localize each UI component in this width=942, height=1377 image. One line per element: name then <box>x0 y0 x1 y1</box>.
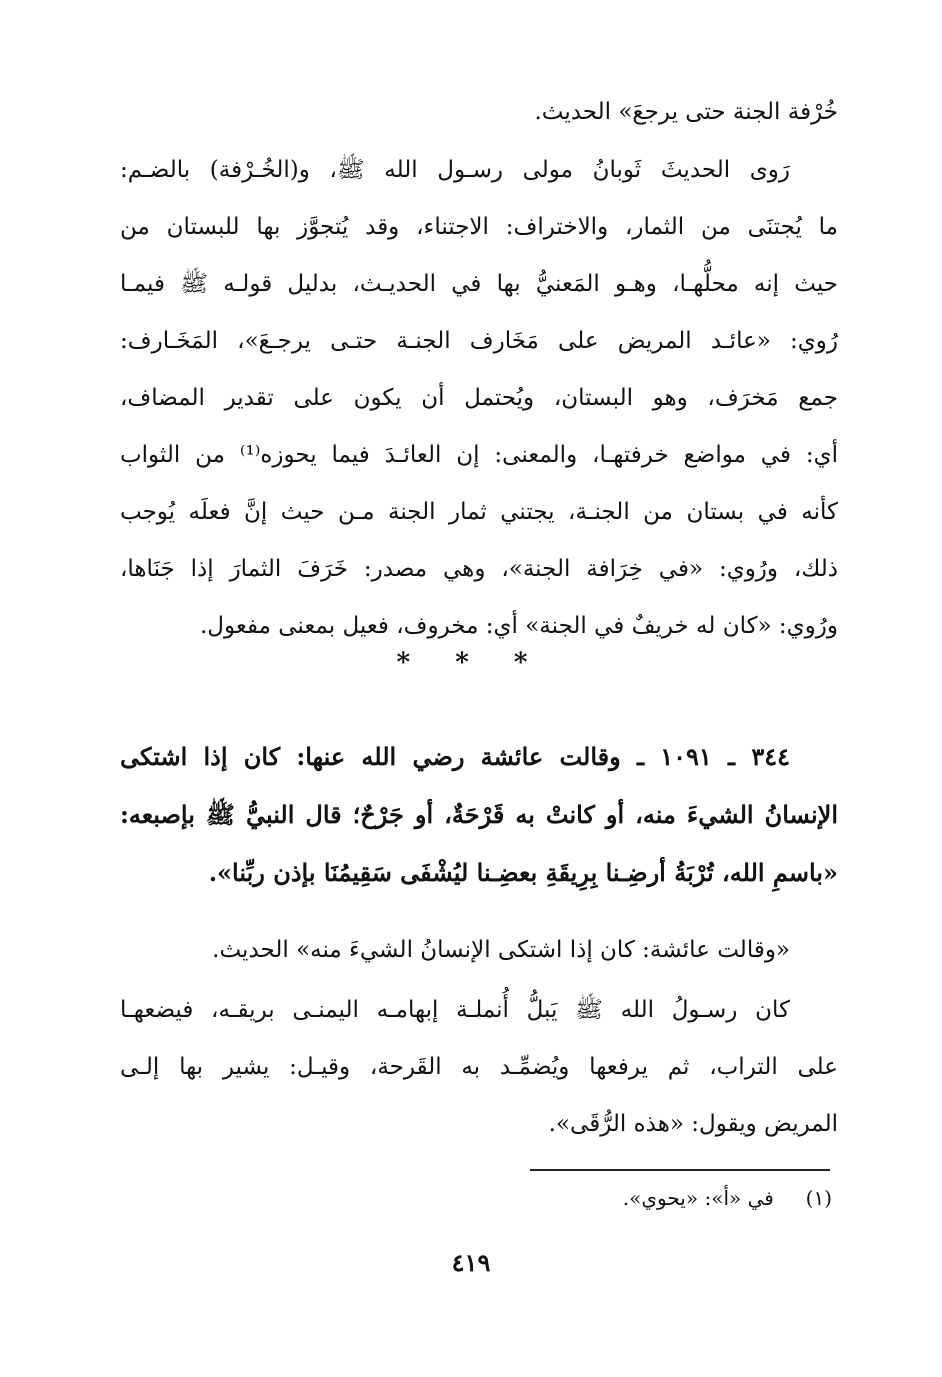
text-line: خُرْفة الجنة حتى يرجعَ» الحديث. <box>534 99 838 125</box>
continuation-line <box>120 84 838 141</box>
text-line: على التراب، ثم يرفعها ويُضمِّـد به القَرحة، وقيـل: يشير بها إلـى <box>120 1054 838 1080</box>
text-line: كأنه في بستان من الجنـة، يجتني ثمار الجنة مـن حيث إنَّ فعلَه يُوجب <box>120 499 838 525</box>
text-line: رَوى الحديثَ ثَوبانُ مولى رسـول الله ﷺ، و(الخُـرْفة) بالضـم: <box>120 157 790 183</box>
text-line: حيث إنه محلُّهـا، وهـو المَعنيُّ بها في الحديـث، بدليل قولـه ﷺ فيمـا <box>120 271 838 297</box>
text-line: المريض ويقول: «هذه الرُّقَى». <box>548 1111 838 1137</box>
page-number: ٤١٩ <box>451 1248 491 1277</box>
footnote <box>623 1186 832 1210</box>
text-line: جمع مَخرَف، وهو البستان، ويُحتمل أن يكون على تقدير المضاف، <box>120 385 838 411</box>
text-line: ما يُجتنَى من الثمار، والاختراف: الاجتناء، وقد يُتجوَّز بها للبستان من <box>120 214 838 240</box>
text-line: «وقالت عائشة: كان إذا اشتكى الإنسانُ الشيءَ منه» الحديث. <box>212 937 790 963</box>
footnote-number: (١) <box>805 1186 832 1210</box>
text-line: كان رسـولُ الله ﷺ يَبلُّ أُنملـة إبهامـه اليمنـى بريقـه، فيضعهـا <box>120 997 790 1023</box>
section-separator: * * * <box>396 648 546 678</box>
hadith-line: الإنسانُ الشيءَ منه، أو كانتْ به قَرْحَةٌ، أو جَرْحٌ؛ قال النبيُّ ﷺ بإصبعه: <box>120 800 838 829</box>
footnote-divider <box>530 1169 830 1171</box>
commentary-paragraph <box>120 142 838 655</box>
text-line: أي: في مواضع خرفتهـا، والمعنى: إن العائـدَ فيما يحوزه⁽¹⁾ من الثواب <box>120 442 838 468</box>
explanation-paragraph <box>120 982 838 1153</box>
text-line: ذلك، ورُوي: «في خِرَافة الجنة»، وهي مصدر: خَرَفَ الثمارَ إذا جَنَاها، <box>120 556 838 582</box>
hadith-text <box>120 728 838 902</box>
hadith-line: «باسمِ الله، تُرْبَةُ أرضِـنا بِرِيقَةِ بعضِـنا ليُشْفَى سَقِيمُنَا بإذن ربِّنا». <box>208 858 838 887</box>
text-line: رُوي: «عائـد المريض على مَخَارف الجنـة حتـى يرجـعَ»، المَخَـارف: <box>120 328 838 354</box>
footnote-text: في «أ»: «يحوي». <box>622 1186 774 1210</box>
hadith-line: ٣٤٤ ـ ١٠٩١ ـ وقالت عائشة رضي الله عنها: كان إذا اشتكى <box>120 742 790 771</box>
quoted-heading-paragraph <box>120 922 838 979</box>
text-line: ورُوي: «كان له خريفٌ في الجنة» أي: مخروف، فعيل بمعنى مفعول. <box>200 613 838 639</box>
